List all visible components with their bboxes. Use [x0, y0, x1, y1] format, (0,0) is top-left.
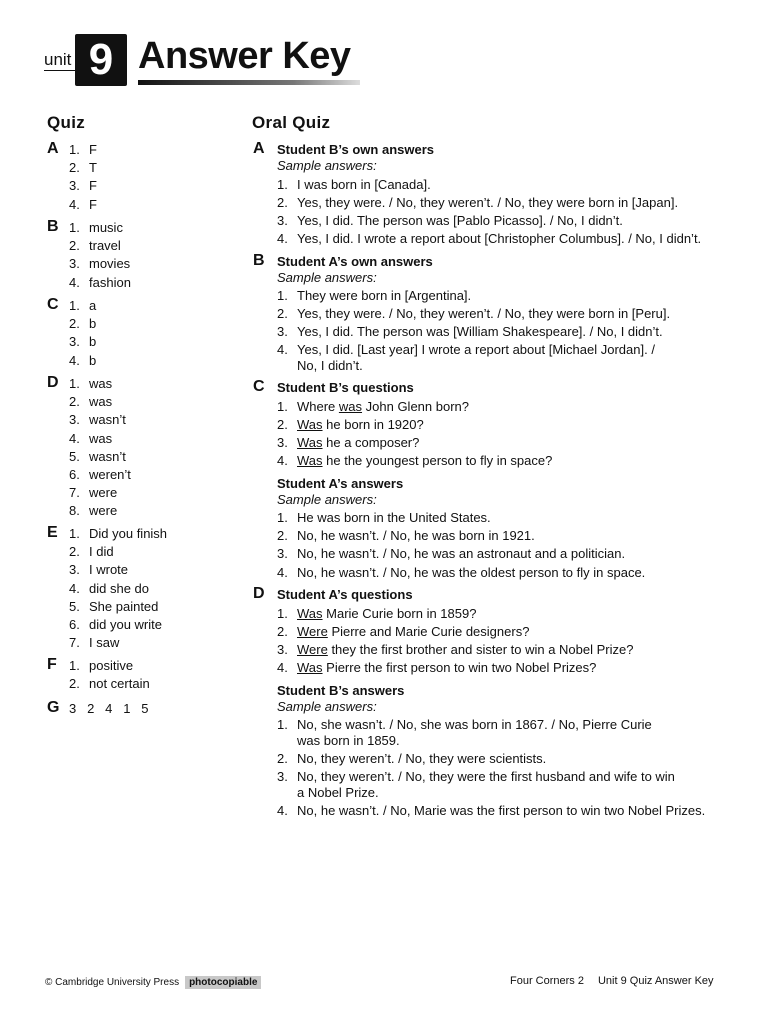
quiz-answer-item: 8. were — [69, 503, 118, 519]
oral-a-heading: Student B’s own answers — [277, 142, 434, 157]
oral-c-answer: 3. No, he wasn’t. / No, he was an astronaut and a politician. — [277, 546, 626, 561]
oral-d-question: 2. Were Pierre and Marie Curie designers? — [277, 624, 530, 639]
quiz-answer-item: 6. did you write — [69, 617, 162, 632]
oral-d-answer: 3. No, they weren’t. / No, they were the first husband and wife to win — [277, 769, 675, 784]
quiz-answer-item: 1. music — [69, 220, 123, 235]
oral-b-heading: Student A’s own answers — [277, 254, 433, 269]
quiz-answer-item: 2. was — [69, 394, 113, 410]
quiz-section-letter: G — [47, 699, 60, 716]
oral-c-question: 4. Was he the youngest person to fly in space? — [277, 453, 553, 468]
oral-c-question: 3. Was he a composer? — [277, 435, 420, 450]
oral-c-question: 1. Where was John Glenn born? — [277, 399, 469, 414]
quiz-answer-item: 3. F — [69, 178, 97, 194]
oral-c-answers-heading: Student A’s answers — [277, 476, 404, 491]
oral-d-answer: 1. No, she wasn’t. / No, she was born in 1867. / No, Pierre Curie — [277, 717, 652, 732]
footer-title — [510, 975, 714, 987]
oral-d-question: 1. Was Marie Curie born in 1859? — [277, 606, 477, 621]
oral-d-question: 4. Was Pierre the first person to win two Nobel Prizes? — [277, 660, 597, 675]
oral-a-sample-label: Sample answers: — [277, 158, 377, 173]
oral-d-answer-continuation: was born in 1859. — [297, 733, 400, 748]
oral-a-item: 3. Yes, I did. The person was [Pablo Picasso]. / No, I didn’t. — [277, 213, 623, 228]
quiz-section-letter: D — [47, 374, 59, 391]
quiz-answer-item: 1. F — [69, 142, 97, 157]
quiz-heading: Quiz — [47, 113, 86, 132]
unit-number-badge: 9 — [75, 34, 127, 86]
title-underline — [138, 80, 360, 85]
quiz-answer-item: 4. was — [69, 430, 113, 446]
footer-copyright: © Cambridge University Press photocopiable — [45, 976, 261, 989]
oral-a-item: 2. Yes, they were. / No, they weren’t. / No, they were born in [Japan]. — [277, 195, 679, 210]
oral-b-item: 4. Yes, I did. [Last year] I wrote a report about [Michael Jordan]. / — [277, 342, 655, 357]
oral-d-answer: 2. No, they weren’t. / No, they were scientists. — [277, 751, 547, 766]
oral-b-sample-label: Sample answers: — [277, 270, 377, 285]
quiz-answer-item: 1. a — [69, 298, 97, 313]
quiz-answer-item: 5. She painted — [69, 598, 159, 614]
quiz-answer-item: 2. T — [69, 160, 97, 176]
quiz-answer-item: 1. Did you finish — [69, 526, 168, 541]
quiz-answer-item: 3. wasn’t — [69, 412, 126, 428]
quiz-answer-item: 2. I did — [69, 544, 114, 560]
quiz-answer-item: 4. b — [69, 352, 97, 368]
quiz-section-letter: F — [47, 656, 57, 673]
quiz-answer-item: 4. did she do — [69, 580, 149, 596]
oral-section-letter-d: D — [253, 585, 265, 602]
unit-label: unit — [44, 50, 72, 69]
photocopiable-badge: photocopiable — [185, 976, 261, 989]
quiz-answer-item: 3 2 4 1 5 — [69, 701, 149, 716]
oral-c-answer: 2. No, he wasn’t. / No, he was born in 1921. — [277, 528, 535, 543]
quiz-answer-item: 2. b — [69, 316, 97, 332]
footer-page-title: Unit 9 Quiz Answer Key — [597, 975, 714, 987]
quiz-answer-item: 3. b — [69, 334, 97, 350]
quiz-answer-item: 1. was — [69, 376, 113, 391]
quiz-answer-item: 3. movies — [69, 256, 131, 272]
quiz-answer-item: 1. positive — [69, 658, 134, 673]
oral-c-question: 2. Was he born in 1920? — [277, 417, 424, 432]
oral-c-heading: Student B’s questions — [277, 380, 414, 395]
quiz-answer-item: 7. were — [69, 485, 118, 501]
quiz-answer-item: 4. F — [69, 196, 97, 212]
oral-section-letter-b: B — [253, 252, 265, 269]
oral-c-sample-label: Sample answers: — [277, 492, 377, 507]
oral-section-letter-c: C — [253, 378, 265, 395]
oral-quiz-heading: Oral Quiz — [252, 113, 331, 132]
quiz-answer-item: 7. I saw — [69, 635, 120, 651]
oral-b-item: 3. Yes, I did. The person was [William Shakespeare]. / No, I didn’t. — [277, 324, 663, 339]
quiz-answer-item: 2. travel — [69, 238, 121, 254]
oral-c-answer: 4. No, he wasn’t. / No, he was the oldest person to fly in space. — [277, 565, 646, 580]
quiz-section-letter: C — [47, 296, 59, 313]
page-title: Answer Key — [138, 35, 351, 77]
oral-a-item: 1. I was born in [Canada]. — [277, 177, 431, 192]
quiz-answer-item: 5. wasn’t — [69, 448, 126, 464]
quiz-answer-item: 4. fashion — [69, 274, 131, 290]
oral-c-answer: 1. He was born in the United States. — [277, 510, 491, 525]
quiz-section-letter: E — [47, 524, 58, 541]
oral-d-answer-continuation: a Nobel Prize. — [297, 785, 379, 800]
oral-d-heading: Student A’s questions — [277, 587, 413, 602]
oral-d-answer: 4. No, he wasn’t. / No, Marie was the first person to win two Nobel Prizes. — [277, 803, 706, 818]
oral-a-item: 4. Yes, I did. I wrote a report about [Christopher Columbus]. / No, I didn’t. — [277, 231, 702, 246]
oral-section-letter-a: A — [253, 140, 265, 157]
oral-d-question: 3. Were they the first brother and sister to win a Nobel Prize? — [277, 642, 634, 657]
oral-d-sample-label: Sample answers: — [277, 699, 377, 714]
unit-rule — [44, 70, 75, 71]
quiz-section-letter: B — [47, 218, 59, 235]
quiz-answer-item: 6. weren’t — [69, 467, 131, 482]
quiz-answer-item: 2. not certain — [69, 676, 150, 692]
oral-b-item: 1. They were born in [Argentina]. — [277, 288, 472, 303]
oral-b-item-continuation: No, I didn’t. — [297, 358, 363, 373]
oral-b-item: 2. Yes, they were. / No, they weren’t. / No, they were born in [Peru]. — [277, 306, 671, 321]
quiz-section-letter: A — [47, 140, 59, 157]
oral-d-answers-heading: Student B’s answers — [277, 683, 405, 698]
footer-book: Four Corners 2 — [510, 975, 584, 987]
quiz-answer-item: 3. I wrote — [69, 562, 129, 578]
